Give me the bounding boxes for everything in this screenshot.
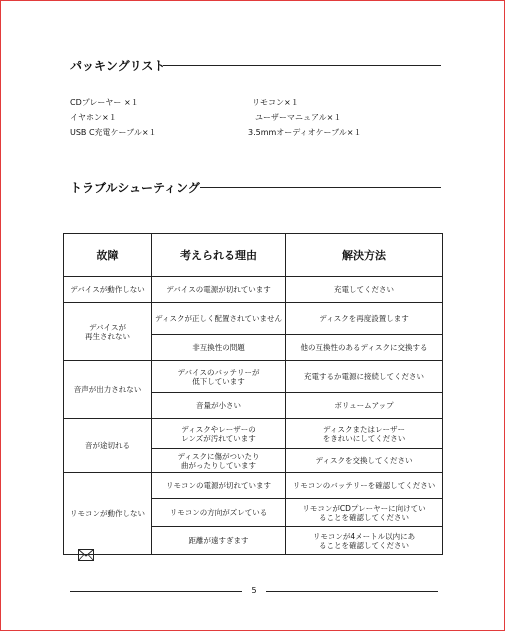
solution-cell: リモコンが4メートル以内にあ ることを確認してください: [286, 527, 443, 555]
table-row: [64, 419, 443, 449]
envelope-icon: [78, 546, 94, 565]
header-reason: 考えられる理由: [152, 234, 286, 277]
page-number: 5: [251, 586, 257, 595]
footer-rule-right: [266, 591, 438, 592]
table-row: [64, 277, 443, 303]
packing-item-manual: ユーザーマニュアル×１: [255, 113, 342, 122]
fault-cell: リモコンが動作しない: [64, 473, 152, 555]
reason-cell: リモコンの方向がズレている: [152, 499, 286, 527]
packing-list-title: パッキングリスト: [70, 59, 166, 73]
reason-cell: ディスクが正しく配置されていません: [152, 303, 286, 335]
solution-cell: リモコンがCDプレーヤーに向けてい ることを確認してください: [286, 499, 443, 527]
reason-cell: 距離が遠すぎます: [152, 527, 286, 555]
footer-rule-left: [70, 591, 242, 592]
troubleshooting-title-rule: [200, 187, 441, 188]
header-fault: 故障: [64, 234, 152, 277]
table-row: [64, 361, 443, 393]
reason-cell: 音量が小さい: [152, 393, 286, 419]
reason-cell: デバイスの電源が切れています: [152, 277, 286, 303]
troubleshooting-table-body: [64, 277, 443, 555]
reason-cell: ディスクやレーザーの レンズが汚れています: [152, 419, 286, 449]
solution-cell: リモコンのバッテリーを確認してください: [286, 473, 443, 499]
header-solution: 解決方法: [286, 234, 443, 277]
solution-cell: ディスクを交換してください: [286, 449, 443, 473]
troubleshooting-title: トラブルシューティング: [70, 181, 200, 195]
table-row: [64, 473, 443, 499]
packing-title-rule: [163, 65, 441, 66]
fault-cell: 音が途切れる: [64, 419, 152, 473]
fault-cell: デバイスが 再生されない: [64, 303, 152, 361]
fault-cell: デバイスが動作しない: [64, 277, 152, 303]
reason-cell: 非互換性の問題: [152, 335, 286, 361]
solution-cell: ディスクを再度設置します: [286, 303, 443, 335]
packing-item-cd-player: CDプレーヤー ×１: [70, 98, 139, 107]
packing-item-audio-cable: 3.5mmオーディオケーブル×１: [248, 128, 362, 137]
reason-cell: リモコンの電源が切れています: [152, 473, 286, 499]
fault-cell: 音声が出力されない: [64, 361, 152, 419]
packing-item-remote: リモコン×１: [252, 98, 299, 107]
solution-cell: 充電してください: [286, 277, 443, 303]
packing-item-usb-cable: USB C充電ケーブル×１: [70, 128, 157, 137]
table-row: [64, 303, 443, 335]
solution-cell: ディスクまたはレーザー をきれいにしてください: [286, 419, 443, 449]
solution-cell: 充電するか電源に接続してください: [286, 361, 443, 393]
reason-cell: デバイスのバッテリーが 低下しています: [152, 361, 286, 393]
reason-cell: ディスクに傷がついたり 曲がったりしています: [152, 449, 286, 473]
solution-cell: 他の互換性のあるディスクに交換する: [286, 335, 443, 361]
solution-cell: ボリュームアップ: [286, 393, 443, 419]
troubleshooting-table: [63, 233, 443, 555]
table-header-row: [64, 234, 443, 277]
packing-item-earphones: イヤホン×１: [70, 113, 117, 122]
